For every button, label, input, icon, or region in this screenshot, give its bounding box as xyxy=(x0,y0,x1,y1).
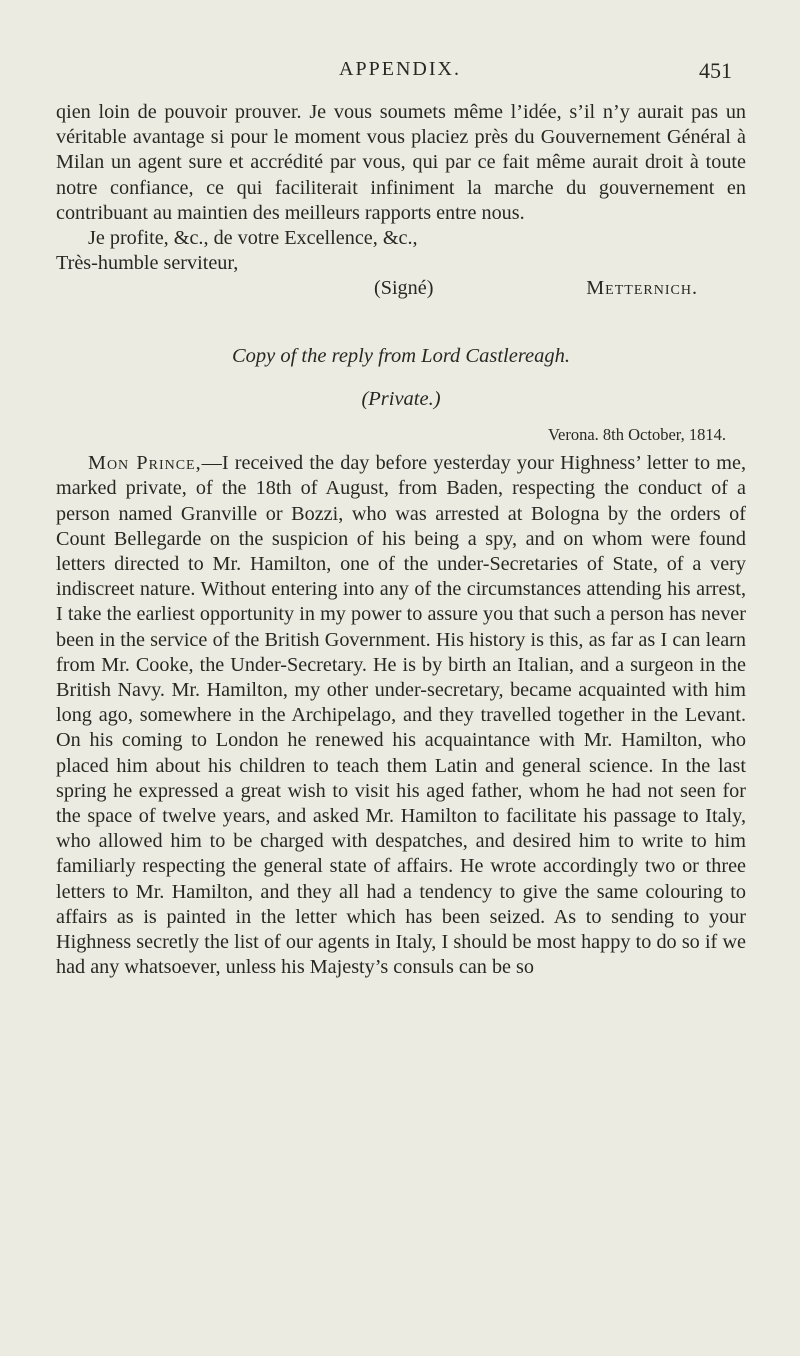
continuation-paragraph: qien loin de pouvoir prouver. Je vous soumets même l’idée, s’il n’y aurait pas un véritable avantage si pour le moment vous placiez près du Gouvernement Général à Milan un agent sure et accrédité par vous, qui par ce fait même aurait droit à toute notre confiance, ce qui faciliterait infiniment la marche du gouvernement en contribuant au maintien des meilleurs rapports entre nous. xyxy=(56,101,746,224)
page-body xyxy=(56,100,746,981)
closing-formula xyxy=(56,226,746,251)
signed-note: (Signé) xyxy=(374,277,434,300)
reply-heading: Copy of the reply from Lord Castlereagh. xyxy=(231,344,571,367)
page-number: 451 xyxy=(699,58,732,83)
salutation: Mon Prince, xyxy=(88,452,202,475)
closing-line: Je profite, &c., de votre Excellence, &c., xyxy=(88,227,418,250)
letter-text: —I received the day before yesterday your Highness’ letter to me, marked private, of the 18th of August, from Baden, respecting the conduct of a person named Granville or Bozzi, who was arrested at Bologna by the orders of Count Bellegarde on the suspicion of his being a spy, and on whom were found letters directed to Mr. Hamilton, one of the under-Secretaries of State, of a very indiscreet nature. Without entering into any of the circumstances attending his arrest, I take the earliest opportunity in my power to assure you that such a person has never been in the service of the British Government. His history is this, as far as I can learn from Mr. Cooke, the Under-Secretary. He is by birth an Italian, and a surgeon in the British Navy. Mr. Hamilton, my other under-secretary, became acquainted with him long ago, somewhere in the Archipelago, and they travelled together in the Levant. On his coming to London he renewed his acquaintance with Mr. Hamilton, who placed him about his children to teach them Latin and general science. In the last spring he expressed a great wish to visit his aged father, whom he had not seen for the space of twelve years, and asked Mr. Hamilton to facilitate his passage to Italy, who allowed him to be charged with despatches, and desired him to write to him familiarly respecting the general state of affairs. He wrote accordingly two or three letters to Mr. Hamilton, and they all had a tendency to give the same colouring to affairs as is painted in the letter which has been seized. As to sending to your Highness secretly the list of our agents in Italy, I should be most happy to do so if we had any whatsoever, unless his Majesty’s consuls can be so xyxy=(56,452,746,979)
page-header xyxy=(0,58,800,98)
reply-subheading: (Private.) xyxy=(361,387,441,410)
signature-line xyxy=(374,276,698,301)
reply-dateline: Verona. 8th October, 1814. xyxy=(547,425,726,445)
signatory: Metternich. xyxy=(586,277,698,300)
reply-letter-body xyxy=(56,451,746,980)
valediction: Très-humble serviteur, xyxy=(56,252,239,275)
running-title: APPENDIX. xyxy=(339,58,461,80)
